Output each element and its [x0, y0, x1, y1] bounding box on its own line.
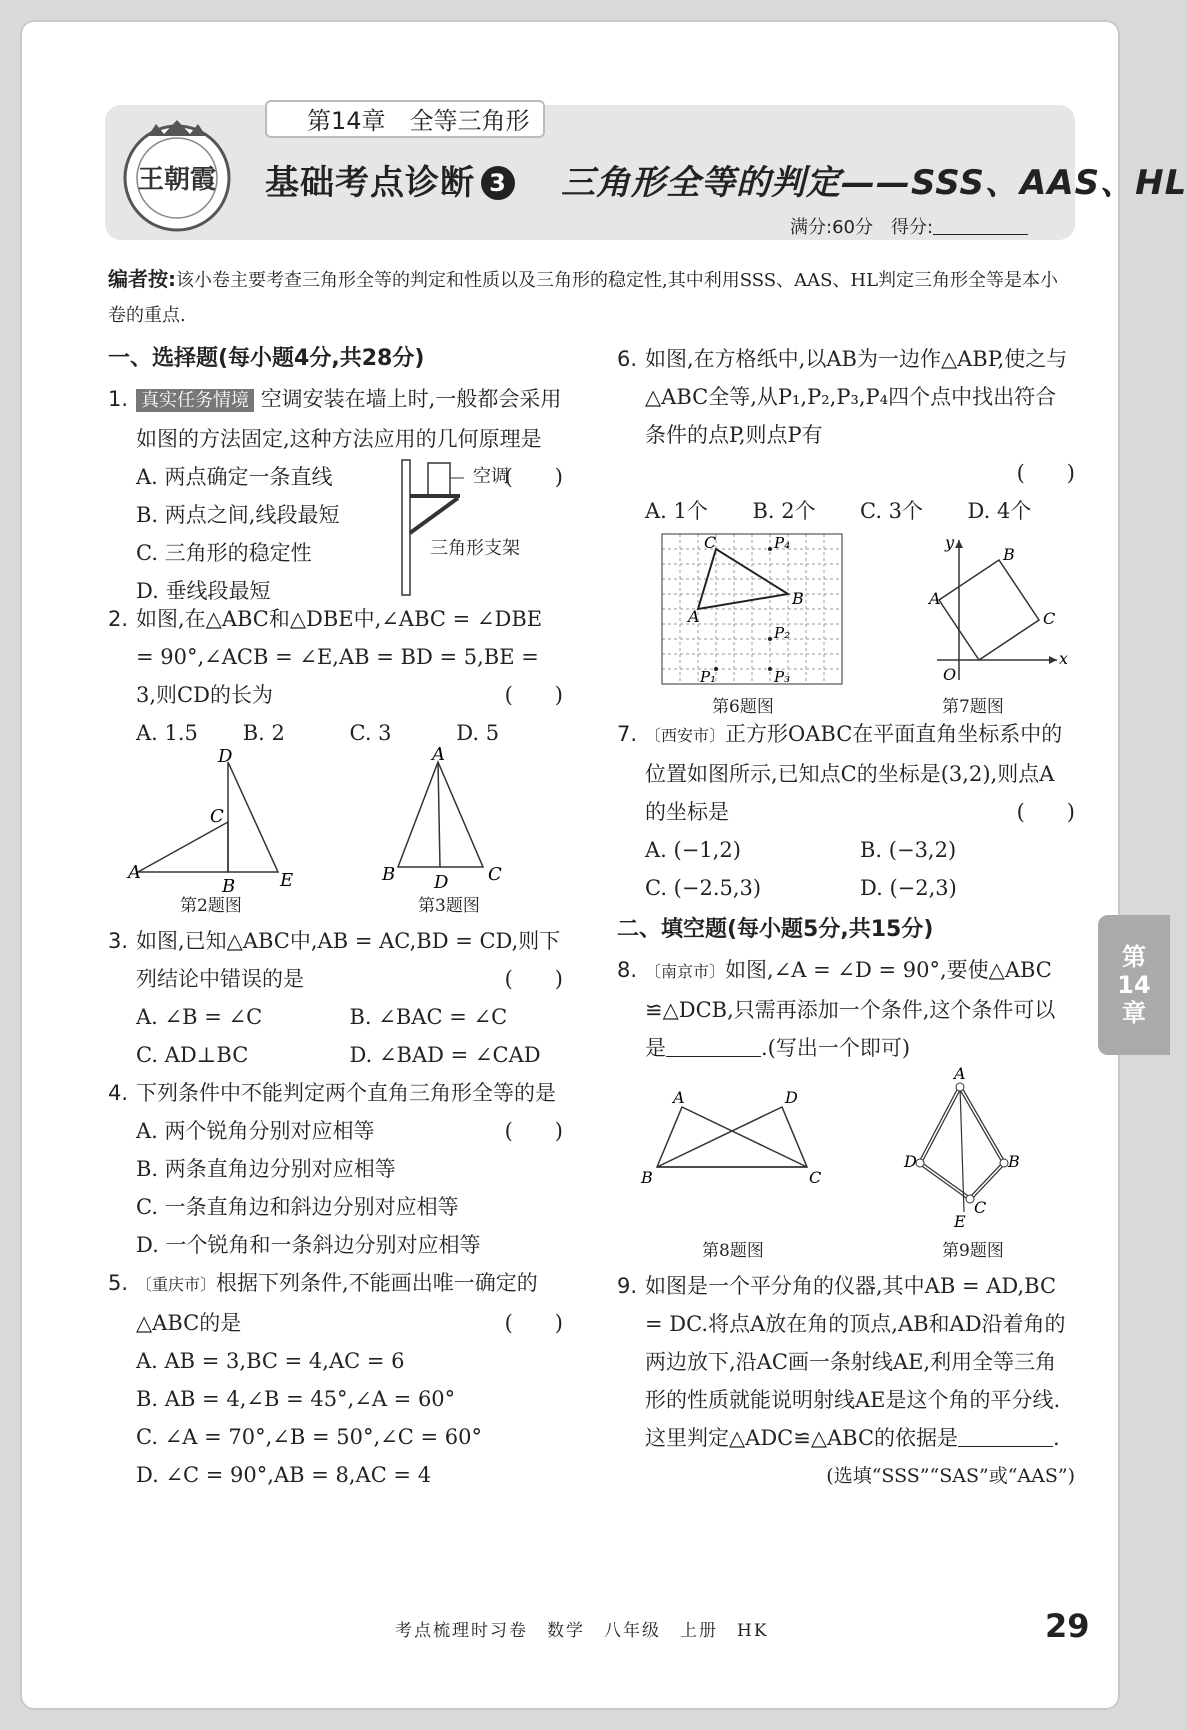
svg-text:A: A: [688, 607, 700, 626]
title-number-badge: 3: [481, 166, 515, 200]
figure-q6-grid: [662, 534, 842, 684]
svg-text:A: A: [929, 589, 941, 608]
svg-text:O: O: [943, 665, 957, 684]
caption-q8: 第8题图: [702, 1241, 764, 1261]
option-b: B. 2: [242, 721, 285, 745]
option-c: C. (−2.5,3): [645, 876, 762, 900]
svg-text:E: E: [280, 870, 294, 891]
page-number: 29: [1045, 1607, 1090, 1645]
figure-q3: [378, 744, 538, 893]
label-air-conditioner: 空调: [473, 466, 509, 487]
option-b: B. 两点之间,线段最短: [136, 503, 340, 527]
option-a: A. ∠B = ∠C: [136, 1005, 263, 1029]
svg-text:A: A: [954, 1064, 966, 1083]
option-a: A. 1.5: [136, 721, 198, 745]
figure-q2: [128, 746, 328, 897]
answer-bracket[interactable]: ( ): [1016, 800, 1075, 824]
question-9: 9. 如图是一个平分角的仪器,其中AB = AD,BC = DC.将点A放在角的顶点,AB和AD沿着角的两边放下,沿AC画一条射线AE,利用全等三角形的性质就能说明射线AE是这个角的平分线.这里判定△ADC≌△ABC的依据是 .: [617, 1274, 1066, 1450]
question-4: 4. 下列条件中不能判定两个直角三角形全等的是 ( ): [108, 1074, 563, 1112]
svg-text:B: B: [222, 876, 236, 897]
chapter-label: 第14章 全等三角形: [265, 100, 545, 138]
option-a: A. 两点确定一条直线: [136, 465, 333, 489]
left-column: [108, 340, 563, 1494]
page-title: 基础考点诊断 3 三角形全等的判定——SSS、AAS、HL: [265, 163, 1187, 203]
editor-note: 编者按:该小卷主要考查三角形全等的判定和性质以及三角形的稳定性,其中利用SSS、AAS、HL判定三角形全等是本小卷的重点.: [108, 267, 1059, 326]
option-a: A. 1个: [645, 499, 708, 523]
publisher-logo: [118, 116, 236, 234]
figure-q7: [907, 530, 1067, 690]
context-tag: 真实任务情境: [136, 389, 254, 412]
svg-text:王朝霞: 王朝霞: [137, 165, 217, 195]
option-a: A. 两个锐角分别对应相等: [136, 1119, 375, 1143]
svg-text:E: E: [954, 1212, 966, 1231]
caption-q9: 第9题图: [942, 1241, 1004, 1261]
answer-blank[interactable]: [958, 1426, 1053, 1447]
svg-text:D: D: [218, 746, 233, 767]
svg-text:C: C: [1043, 609, 1056, 628]
options-grid: [108, 998, 563, 1074]
options-row: [617, 492, 1075, 530]
option-c: C. 三角形的稳定性: [136, 541, 312, 565]
option-b: B. (−3,2): [860, 838, 957, 862]
answer-bracket[interactable]: ( ): [504, 465, 563, 489]
figure-q9: [892, 1064, 1042, 1232]
svg-text:D: D: [904, 1152, 917, 1171]
option-c: C. AD⊥BC: [136, 1043, 249, 1067]
svg-text:C: C: [974, 1198, 987, 1217]
option-a: A. (−1,2): [645, 838, 741, 862]
svg-text:A: A: [432, 744, 445, 765]
option-c: C. 3: [349, 721, 392, 745]
svg-text:y: y: [945, 533, 955, 552]
svg-text:P₄: P₄: [774, 534, 791, 552]
answer-bracket[interactable]: ( ): [504, 1119, 563, 1143]
option-b: B. AB = 4,∠B = 45°,∠A = 60°: [136, 1387, 456, 1411]
options-grid: [617, 831, 1075, 907]
svg-text:P₂: P₂: [774, 624, 791, 642]
svg-text:D: D: [434, 872, 449, 893]
svg-text:C: C: [210, 806, 224, 827]
option-d: D. ∠C = 90°,AB = 8,AC = 4: [136, 1463, 432, 1487]
right-column: [617, 340, 1075, 1495]
svg-text:P₃: P₃: [774, 668, 791, 686]
svg-text:B: B: [382, 864, 396, 885]
options-row: [108, 714, 563, 752]
caption-q2: 第2题图: [180, 896, 242, 916]
svg-text:B: B: [641, 1168, 653, 1187]
svg-text:D: D: [785, 1088, 798, 1107]
score-blank[interactable]: [933, 214, 1028, 235]
option-d: D. 4个: [967, 499, 1032, 523]
svg-text:B: B: [1003, 545, 1015, 564]
score-line: 满分:60分 得分:: [790, 213, 1028, 239]
question-1: 1. 真实任务情境 空调安装在墙上时,一般都会采用如图的方法固定,这种方法应用的几何原理是 ( ): [108, 380, 563, 458]
svg-text:B: B: [792, 589, 804, 608]
chapter-side-tab[interactable]: 第 14 章: [1098, 915, 1170, 1055]
option-c: C. 3个: [860, 499, 924, 523]
caption-q3: 第3题图: [418, 896, 480, 916]
svg-text:C: C: [809, 1168, 822, 1187]
option-d: D. (−2,3): [860, 876, 957, 900]
option-c: C. ∠A = 70°,∠B = 50°,∠C = 60°: [136, 1425, 482, 1449]
svg-text:A: A: [673, 1088, 685, 1107]
svg-text:C: C: [488, 864, 502, 885]
option-d: D. 5: [456, 721, 500, 745]
svg-text:B: B: [1008, 1152, 1020, 1171]
question-3: 3. 如图,已知△ABC中,AB = AC,BD = CD,则下列结论中错误的是 ( ): [108, 922, 563, 998]
answer-bracket[interactable]: ( ): [1016, 461, 1075, 485]
answer-bracket[interactable]: ( ): [504, 683, 563, 707]
svg-text:C: C: [704, 533, 717, 552]
answer-bracket[interactable]: ( ): [504, 1311, 563, 1335]
option-b: B. ∠BAC = ∠C: [349, 1005, 508, 1029]
caption-q7: 第7题图: [942, 697, 1004, 717]
footer-text: 考点梳理时习卷 数学 八年级 上册 HK: [395, 1621, 769, 1641]
svg-text:A: A: [128, 862, 141, 883]
answer-blank[interactable]: [666, 1036, 761, 1057]
caption-q6: 第6题图: [712, 697, 774, 717]
question-5: 5. 〔重庆市〕根据下列条件,不能画出唯一确定的△ABC的是 ( ): [108, 1264, 563, 1342]
question-2: 2. 如图,在△ABC和△DBE中,∠ABC = ∠DBE = 90°,∠ACB = ∠E,AB = BD = 5,BE = 3,则CD的长为 ( ): [108, 600, 563, 714]
question-7: 7. 〔西安市〕正方形OABC在平面直角坐标系中的位置如图所示,已知点C的坐标是(3,2),则点A的坐标是 ( ): [617, 715, 1075, 831]
question-6: 6. 如图,在方格纸中,以AB为一边作△ABP,使之与△ABC全等,从P₁,P₂,P₃,P₄四个点中找出符合条件的点P,则点P有 ( ): [617, 340, 1075, 492]
fill-hint: (选填“SSS”“SAS”或“AAS”): [826, 1465, 1075, 1487]
section-heading: 一、选择题(每小题4分,共28分): [108, 346, 425, 371]
label-triangle-bracket: 三角形支架: [430, 538, 520, 559]
option-d: D. 一个锐角和一条斜边分别对应相等: [136, 1233, 481, 1257]
option-b: B. 2个: [752, 499, 816, 523]
option-a: A. AB = 3,BC = 4,AC = 6: [136, 1349, 405, 1373]
option-d: D. 垂线段最短: [136, 579, 271, 603]
section-heading: 二、填空题(每小题5分,共15分): [617, 917, 934, 942]
svg-text:P₁: P₁: [700, 668, 717, 686]
option-c: C. 一条直角边和斜边分别对应相等: [136, 1195, 459, 1219]
option-d: D. ∠BAD = ∠CAD: [349, 1043, 541, 1067]
question-8: 8. 〔南京市〕如图,∠A = ∠D = 90°,要使△ABC ≌△DCB,只需再添加一个条件,这个条件可以是 .(写出一个即可): [617, 958, 1056, 1060]
answer-bracket[interactable]: ( ): [504, 967, 563, 991]
svg-text:x: x: [1059, 649, 1069, 668]
option-b: B. 两条直角边分别对应相等: [136, 1157, 396, 1181]
figure-q8: [637, 1087, 837, 1197]
